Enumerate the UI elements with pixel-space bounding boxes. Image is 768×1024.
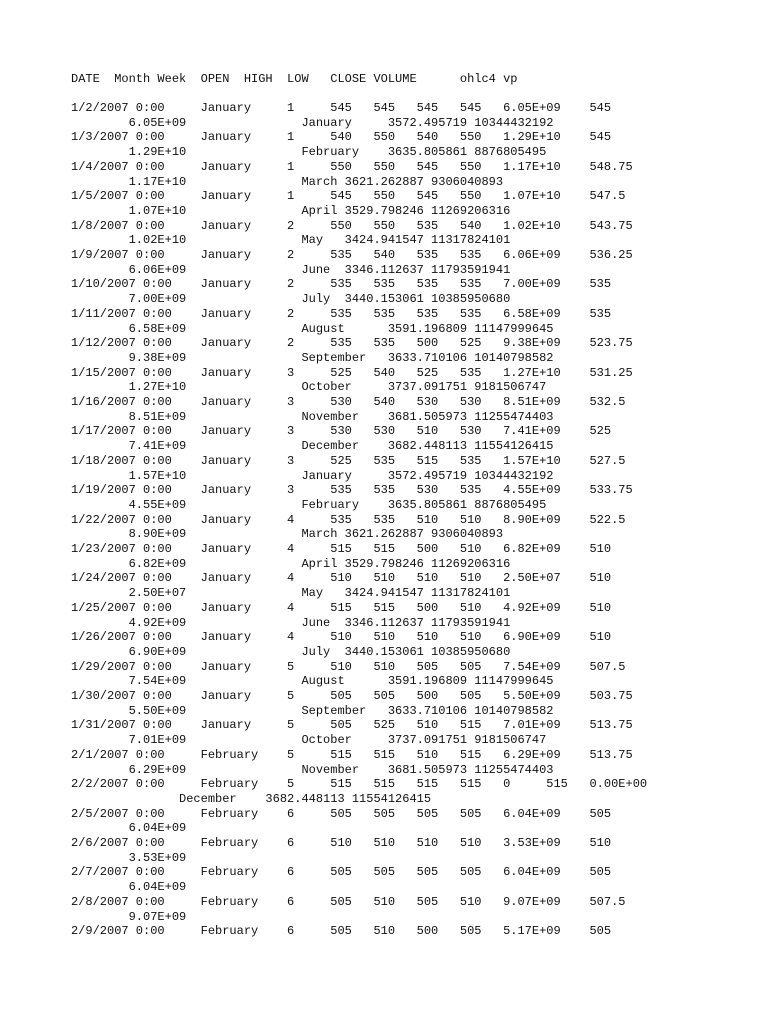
data-row-line: 1/29/2007 0:00 January 5 510 510 505 505 7.54E+09 507.5 <box>71 659 626 674</box>
data-row-continuation: December 3682.448113 11554126415 <box>71 791 432 806</box>
data-row-line: 1/23/2007 0:00 January 4 515 515 500 510 6.82E+09 510 <box>71 542 612 556</box>
data-row-line: 2/9/2007 0:00 February 6 505 510 500 505 5.17E+09 505 <box>71 924 612 939</box>
data-row-line: 1/5/2007 0:00 January 1 545 550 545 550 1.07E+10 547.5 <box>71 189 626 204</box>
data-row-continuation: 5.50E+09 September 3633.710106 10140798582 <box>71 703 554 718</box>
data-row-line: 1/26/2007 0:00 January 4 510 510 510 510 6.90E+09 510 <box>71 630 612 645</box>
data-row-line: 1/4/2007 0:00 January 1 550 550 545 550 1.17E+10 548.75 <box>71 159 633 174</box>
data-row-line: 1/10/2007 0:00 January 2 535 535 535 535 7.00E+09 535 <box>71 277 612 292</box>
data-row-continuation: 7.01E+09 October 3737.091751 9181506747 <box>71 733 547 748</box>
data-row-line: 2/6/2007 0:00 February 6 510 510 510 510 3.53E+09 510 <box>71 836 612 850</box>
data-row-line: 2/2/2007 0:00 February 5 515 515 515 515 0 515 0.00E+00 <box>71 777 648 792</box>
data-row-line: 1/8/2007 0:00 January 2 550 550 535 540 1.02E+10 543.75 <box>71 218 633 233</box>
data-row-line: 1/12/2007 0:00 January 2 535 535 500 525 9.38E+09 523.75 <box>71 336 633 351</box>
data-row-continuation: 3.53E+09 <box>71 850 187 865</box>
data-row-line: 2/8/2007 0:00 February 6 505 510 505 510 9.07E+09 507.5 <box>71 894 626 909</box>
data-row-continuation: 1.57E+10 January 3572.495719 10344432192 <box>71 468 554 483</box>
data-row-line: 1/16/2007 0:00 January 3 530 540 530 530 8.51E+09 532.5 <box>71 395 626 409</box>
data-row-continuation: 7.54E+09 August 3591.196809 11147999645 <box>71 674 554 689</box>
data-row-continuation: 6.04E+09 <box>71 821 187 836</box>
data-row-continuation: 1.07E+10 April 3529.798246 11269206316 <box>71 203 511 218</box>
table-header: DATE Month Week OPEN HIGH LOW CLOSE VOLUME ohlc4 vp <box>71 72 518 86</box>
data-row-continuation: 9.38E+09 September 3633.710106 10140798582 <box>71 350 554 365</box>
data-row-line: 1/3/2007 0:00 January 1 540 550 540 550 1.29E+10 545 <box>71 130 612 145</box>
data-row-continuation: 4.92E+09 June 3346.112637 11793591941 <box>71 615 511 630</box>
data-row-line: 1/15/2007 0:00 January 3 525 540 525 535 1.27E+10 531.25 <box>71 365 633 380</box>
data-row-continuation: 1.17E+10 March 3621.262887 9306040893 <box>71 174 504 189</box>
data-row-continuation: 9.07E+09 <box>71 909 187 924</box>
data-row-line: 1/9/2007 0:00 January 2 535 540 535 535 6.06E+09 536.25 <box>71 248 633 262</box>
data-row-continuation: 6.90E+09 July 3440.153061 10385950680 <box>71 644 511 659</box>
data-row-continuation: 6.29E+09 November 3681.505973 11255474403 <box>71 762 554 777</box>
data-row-line: 2/1/2007 0:00 February 5 515 515 510 515 6.29E+09 513.75 <box>71 747 633 762</box>
data-row-line: 1/24/2007 0:00 January 4 510 510 510 510 2.50E+07 510 <box>71 571 612 586</box>
data-row-continuation: 6.05E+09 January 3572.495719 10344432192 <box>71 115 554 130</box>
data-row-line: 1/2/2007 0:00 January 1 545 545 545 545 6.05E+09 545 <box>71 101 612 115</box>
data-row-continuation: 2.50E+07 May 3424.941547 11317824101 <box>71 586 511 601</box>
data-row-line: 1/31/2007 0:00 January 5 505 525 510 515 7.01E+09 513.75 <box>71 718 633 733</box>
data-row-continuation: 6.82E+09 April 3529.798246 11269206316 <box>71 556 511 571</box>
data-row-line: 2/7/2007 0:00 February 6 505 505 505 505 6.04E+09 505 <box>71 865 612 880</box>
data-row-line: 2/5/2007 0:00 February 6 505 505 505 505 6.04E+09 505 <box>71 806 612 821</box>
data-row-continuation: 8.90E+09 March 3621.262887 9306040893 <box>71 527 504 542</box>
data-row-continuation: 1.27E+10 October 3737.091751 9181506747 <box>71 380 547 395</box>
data-row-continuation: 7.41E+09 December 3682.448113 11554126415 <box>71 439 554 454</box>
data-row-continuation: 6.04E+09 <box>71 880 187 895</box>
data-row-line: 1/17/2007 0:00 January 3 530 530 510 530 7.41E+09 525 <box>71 424 612 439</box>
data-row-continuation: 6.58E+09 August 3591.196809 11147999645 <box>71 321 554 336</box>
data-row-line: 1/19/2007 0:00 January 3 535 535 530 535 4.55E+09 533.75 <box>71 483 633 498</box>
data-row-continuation: 7.00E+09 July 3440.153061 10385950680 <box>71 292 511 307</box>
data-row-line: 1/18/2007 0:00 January 3 525 535 515 535 1.57E+10 527.5 <box>71 453 626 468</box>
data-row-line: 1/22/2007 0:00 January 4 535 535 510 510 8.90E+09 522.5 <box>71 512 626 527</box>
data-row-continuation: 1.02E+10 May 3424.941547 11317824101 <box>71 233 511 248</box>
data-row-continuation: 6.06E+09 June 3346.112637 11793591941 <box>71 262 511 277</box>
data-row-line: 1/30/2007 0:00 January 5 505 505 500 505 5.50E+09 503.75 <box>71 689 633 703</box>
data-row-line: 1/11/2007 0:00 January 2 535 535 535 535 6.58E+09 535 <box>71 306 612 321</box>
data-row-continuation: 8.51E+09 November 3681.505973 11255474403 <box>71 409 554 424</box>
data-row-line: 1/25/2007 0:00 January 4 515 515 500 510 4.92E+09 510 <box>71 600 612 615</box>
data-row-continuation: 4.55E+09 February 3635.805861 8876805495 <box>71 497 547 512</box>
data-row-continuation: 1.29E+10 February 3635.805861 8876805495 <box>71 145 547 160</box>
